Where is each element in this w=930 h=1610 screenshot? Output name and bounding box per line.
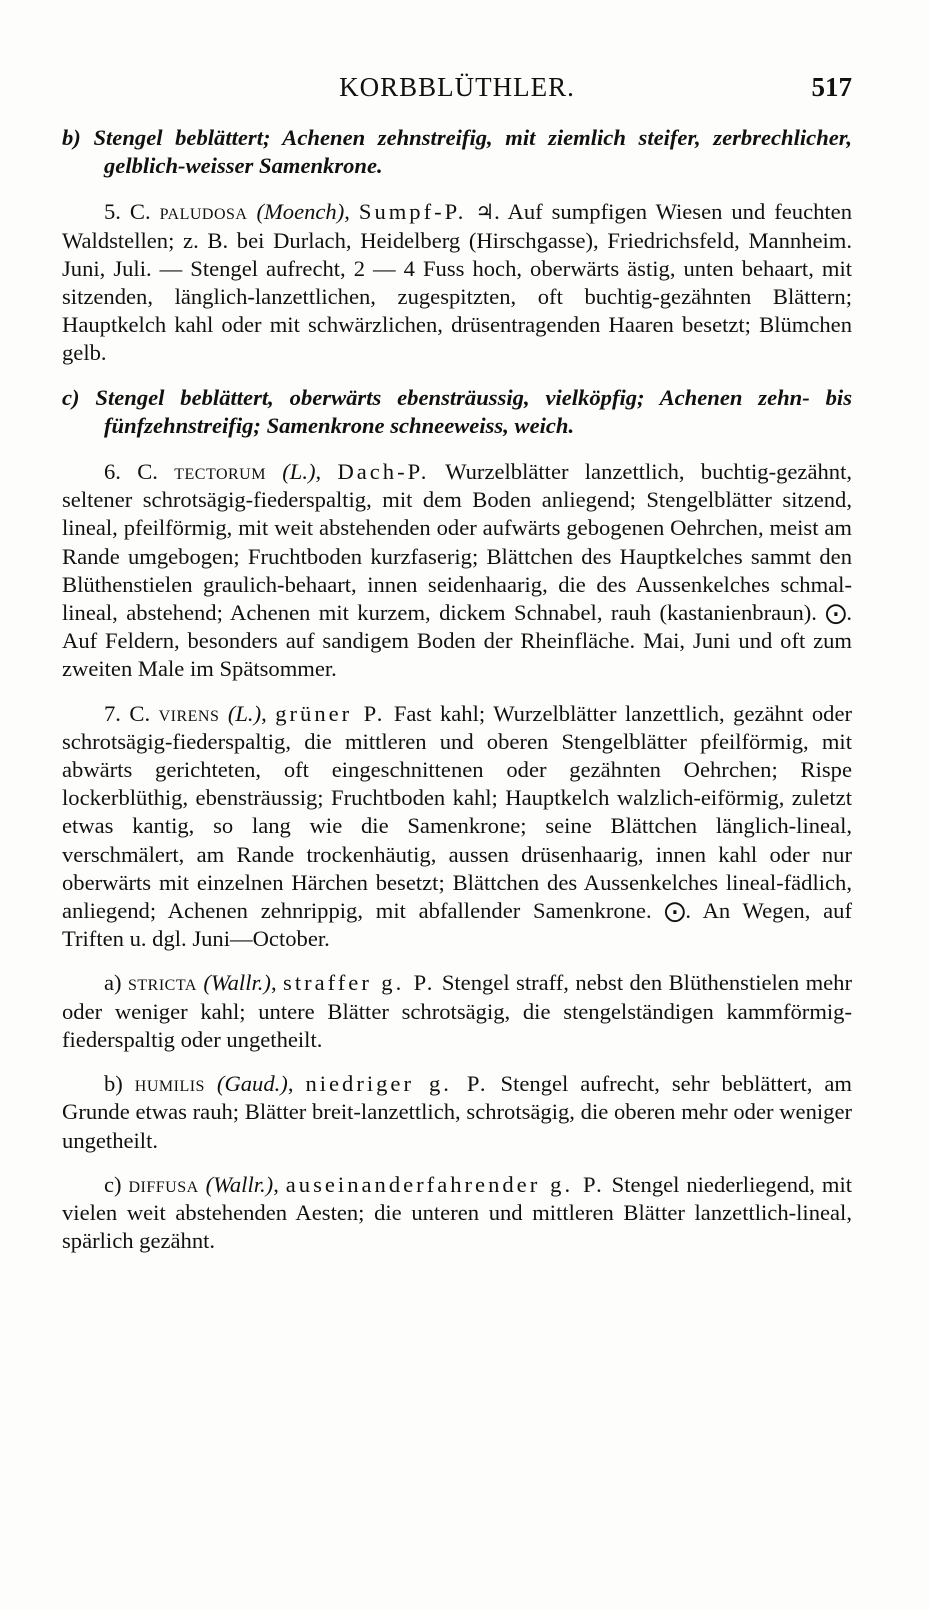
author-name: (Wallr.) [205,1171,274,1197]
entry-virens: 7. C. virens (L.), grüner P. Fast kahl; Wurzelblätter lanzettlich, gezähnt oder schrotsägig-fiederspaltig, die mittleren und oberen Stengelblätter pfeilförmig, mit abwärts gerichteten, oft eingeschnittenen oder gezähnten Oehrchen; Rispe lockerblüthig, ebensträussig; Fruchtboden kahl; Hauptkelch walzlich-eiförmig, zuletzt etwas kantig, so lang wie die Samenkrone; seine Blättchen länglich-lineal, verschmälert, am Rande trockenhäutig, aussen drüsenhaarig, innen kahl oder nur oberwärts mit einzelnen Härchen besetzt; Blättchen des Aussenkelches lineal-fädlich, anliegend; Achenen zehnrippig, mit abfallender Samenkrone. ⨀. An Wegen, auf Triften u. dgl. Juni—October. [62,700,853,952]
entry-number: 6. C. [104,459,175,485]
annual-symbol-icon: ⨀ [825,601,847,626]
author-name: (Wallr.) [203,970,271,996]
variety-stricta: a) stricta (Wallr.), straffer g. P. Stengel straff, nebst den Blüthenstielen mehr oder weniger kahl; untere Blätter schrotsägig, die stengelständigen kammförmig-fiederspaltig oder ungetheilt. [62,970,852,1052]
author-name: (Moench) [256,199,345,225]
common-name: Dach-P. [337,459,430,485]
entry-text: . Auf sumpfigen Wiesen und feuchten Waldstellen; z. B. bei Durlach, Heidelberg (Hirschgasse), Friedrichsfeld, Mannheim. Juni, Juli. — Stengel aufrecht, 2 — 4 Fuss hoch, oberwärts ästig, unten behaart, mit sitzenden, länglich-lanzettlichen, zugespitzten, oft buchtig-gezähnten Blättern; Hauptkelch kahl oder mit schwärzlichen, drüsentragenden Haaren besetzt; Blümchen gelb. [62,199,852,366]
variety-name: humilis [134,1071,205,1097]
author-name: (Gaud.) [216,1071,288,1097]
perennial-symbol-icon: ♃ [475,200,495,225]
variety-letter: b) [104,1071,135,1097]
annual-symbol-icon: ⨀ [664,899,686,924]
entry-text-end: . Auf Feldern, besonders auf sandigem Boden der Rheinfläche. Mai, Juni und oft zum zweiten Male im Spätsommer. [62,600,852,682]
page-number: 517 [811,72,852,102]
common-name: straffer g. P. [283,970,436,996]
variety-text: Stengel aufrecht, sehr beblättert, am Grunde etwas rauh; Blätter breit-lanzettlich, schrotsägig, die oberen mehr oder weniger ungetheilt. [62,1071,852,1153]
variety-diffusa: c) diffusa (Wallr.), auseinanderfahrender g. P. Stengel niederliegend, mit vielen weit abstehenden Aesten; die unteren und mittleren Blätter lanzettlich-lineal, spärlich gezähnt. [62,1171,853,1254]
variety-text: Stengel niederliegend, mit vielen weit abstehenden Aesten; die unteren und mittleren Blätter lanzettlich-lineal, spärlich gezähnt. [62,1171,853,1254]
entry-number: 5. C. [104,199,160,225]
section-heading-c: c) Stengel beblättert, oberwärts ebensträussig, vielköpfig; Achenen zehn- bis fünfzehnstreifig; Samenkrone schneeweiss, weich. [62,384,852,438]
entry-paludosa: 5. C. paludosa (Moench), Sumpf-P. ♃. Auf sumpfigen Wiesen und feuchten Waldstellen; z. B. bei Durlach, Heidelberg (Hirschgasse), Friedrichsfeld, Mannheim. Juni, Juli. — Stengel aufrecht, 2 — 4 Fuss hoch, oberwärts ästig, unten behaart, mit sitzenden, länglich-lanzettlichen, zugespitzten, oft buchtig-gezähnten Blättern; Hauptkelch kahl oder mit schwärzlichen, drüsentragenden Haaren besetzt; Blümchen gelb. [62,199,852,366]
page-body [62,124,852,1255]
section-heading-b: b) Stengel beblättert; Achenen zehnstreifig, mit ziemlich steifer, zerbrechlicher, gelblich-weisser Samenkrone. [62,125,852,179]
entry-text-end: . An Wegen, auf Triften u. dgl. Juni—October. [62,898,852,952]
variety-name: diffusa [128,1171,199,1197]
variety-humilis: b) humilis (Gaud.), niedriger g. P. Stengel aufrecht, sehr beblättert, am Grunde etwas rauh; Blätter breit-lanzettlich, schrotsägig, die oberen mehr oder weniger ungetheilt. [62,1071,852,1153]
entry-text: Wurzelblätter lanzettlich, buchtig-gezähnt, seltener schrotsägig-fiederspaltig, mit dem Boden anliegend; Stengelblätter sitzend, lineal, pfeilförmig, mit weit abstehenden oder aufwärts gebogenen Oehrchen, meist am Rande umgebogen; Fruchtboden kurzfaserig; Blättchen des Hauptkelches sammt den Blüthenstielen graulich-behaart, innen seidenhaarig, die des Aussenkelches schmal-lineal, abstehend; Achenen mit kurzem, dickem Schnabel, rauh (kastanienbraun). [62,459,852,626]
running-title: KORBBLÜTHLER. [339,72,575,102]
species-name: paludosa [159,199,248,225]
common-name: Sumpf-P. [358,199,467,225]
variety-name: stricta [128,970,197,996]
species-name: tectorum [174,459,266,485]
variety-letter: a) [104,970,128,996]
entry-text: Fast kahl; Wurzelblätter lanzettlich, gezähnt oder schrotsägig-fiederspaltig, die mittleren und oberen Stengelblätter pfeilförmig, mit abwärts gerichteten, oft eingeschnittenen oder gezähnten Oehrchen; Rispe lockerblüthig, ebensträussig; Fruchtboden kahl; Hauptkelch walzlich-eiförmig, zuletzt etwas kantig, so lang wie die Samenkrone; seine Blättchen länglich-lineal, verschmälert, am Rande trockenhäutig, aussen drüsenhaarig, innen kahl oder nur oberwärts mit einzelnen Härchen besetzt; Blättchen des Aussenkelches lineal-fädlich, anliegend; Achenen zehnrippig, mit abfallender Samenkrone. [62,700,853,924]
author-name: (L.) [282,459,316,485]
common-name: auseinanderfahrender g. P. [285,1171,605,1197]
page-header [62,62,852,102]
variety-text: Stengel straff, nebst den Blüthenstielen mehr oder weniger kahl; untere Blätter schrotsägig, die stengelständigen kammförmig-fiederspaltig oder ungetheilt. [62,970,852,1052]
entry-tectorum: 6. C. tectorum (L.), Dach-P. Wurzelblätter lanzettlich, buchtig-gezähnt, seltener schrotsägig-fiederspaltig, mit dem Boden anliegend; Stengelblätter sitzend, lineal, pfeilförmig, mit weit abstehenden oder aufwärts gebogenen Oehrchen, meist am Rande umgebogen; Fruchtboden kurzfaserig; Blättchen des Hauptkelches sammt den Blüthenstielen graulich-behaart, innen seidenhaarig, die des Aussenkelches schmal-lineal, abstehend; Achenen mit kurzem, dickem Schnabel, rauh (kastanienbraun). ⨀. Auf Feldern, besonders auf sandigem Boden der Rheinfläche. Mai, Juni und oft zum zweiten Male im Spätsommer. [62,459,852,682]
common-name: niedriger g. P. [305,1071,489,1097]
common-name: grüner P. [275,700,386,726]
variety-letter: c) [104,1171,129,1197]
author-name: (L.) [227,700,262,726]
entry-number: 7. C. [104,700,159,726]
species-name: virens [158,700,220,726]
